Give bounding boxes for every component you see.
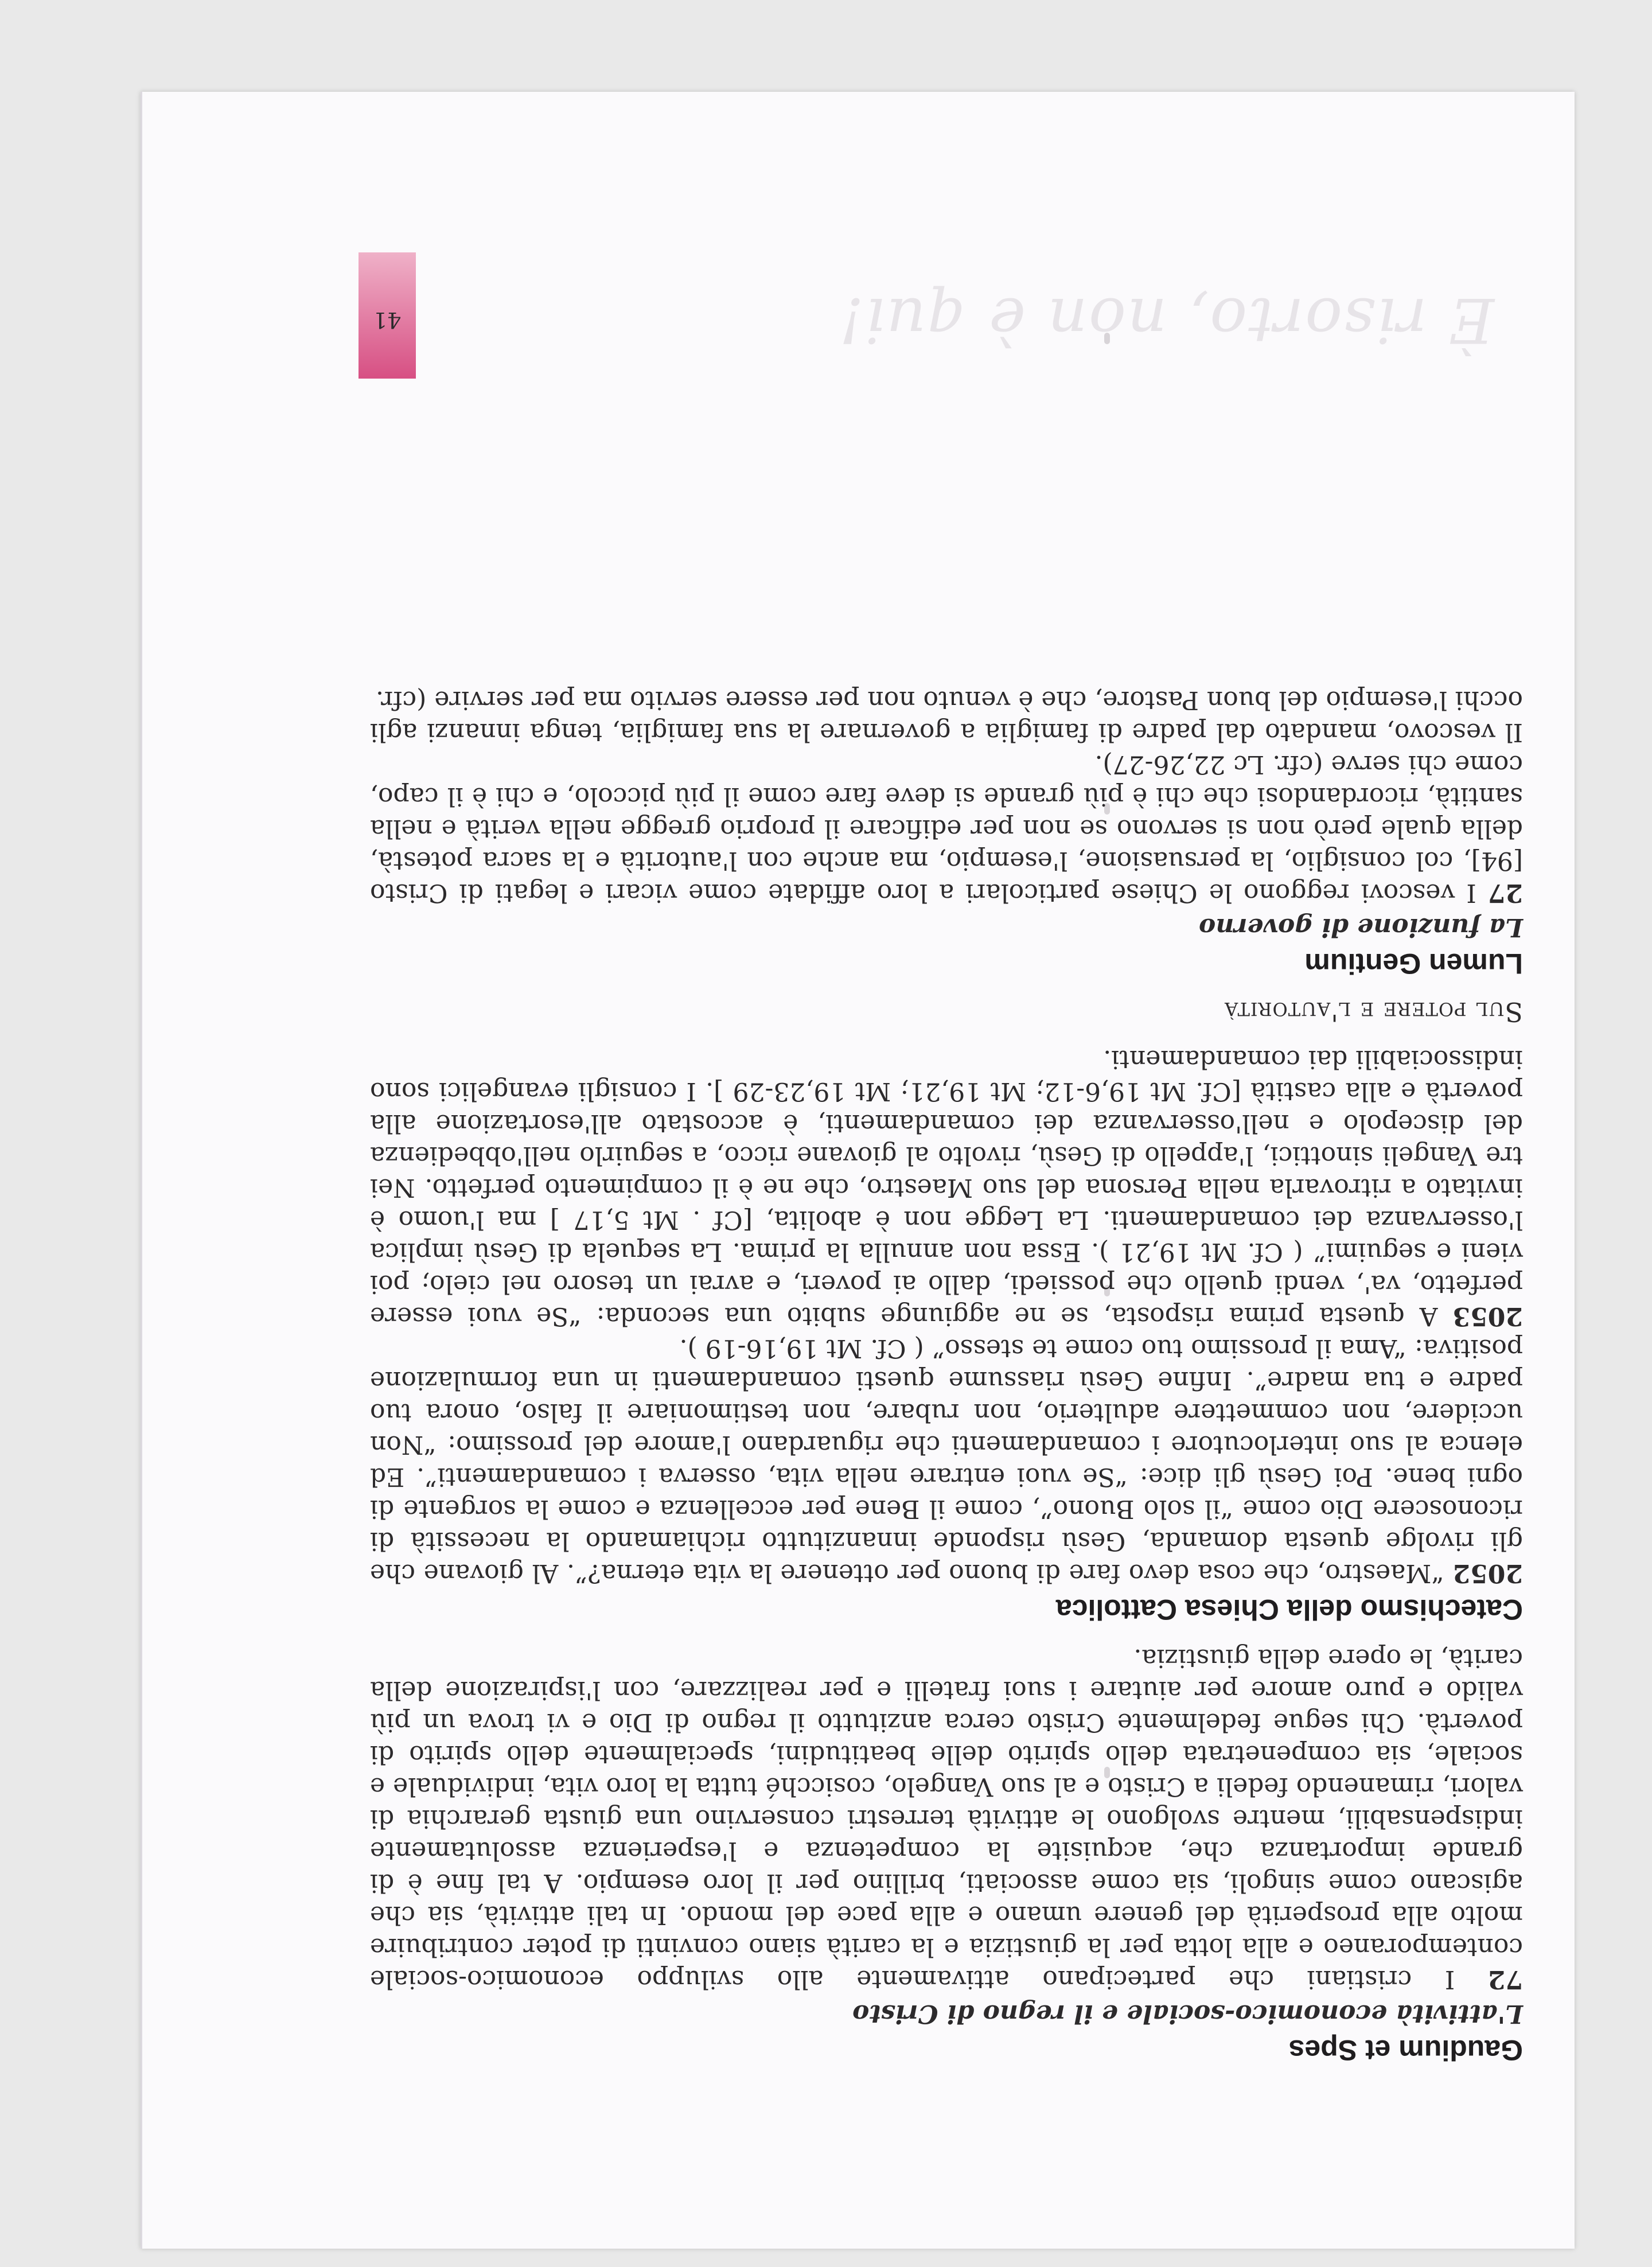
page-number: 41 <box>373 307 402 333</box>
paragraph-text: “Maestro, che cosa devo fare di buono per ottenere la vita eterna?”. Al giovane che gli rivolge questa domanda, Gesù risponde innanzitutto richiamando la necessità di riconoscere Dio come “il solo Buono”, come il Bene per eccellenza e come la sorgente di ogni bene. Poi Gesù gli dice: “Se vuoi entrare nella vita, osserva i comandamenti”. Ed elenca al suo interlocutore i comandamenti che riguardano l'amore del prossimo: “Non uccidere, non commettere adulterio, non rubare, non testimoniare il falso, onora tuo padre e tua madre”. Infine Gesù riassume questi comandamenti in una formulazione positiva: “Ama il prossimo tuo come te stesso” ( Cf. Mt 19,16-19 ). <box>370 1334 1523 1588</box>
section-heading: Lumen Gentium <box>1304 948 1523 980</box>
paragraph <box>370 1043 1523 1332</box>
page-body <box>370 684 1523 2082</box>
topic-heading: Sul potere e l'autorità <box>1224 996 1523 1027</box>
paragraph-number: 2052 <box>1452 1559 1523 1588</box>
paragraph-number: 2053 <box>1452 1302 1523 1331</box>
paragraph-text: Il vescovo, mandato dal padre di famiglia a governare la sua famiglia, tenga innanzi agli occhi l'esempio del buon Pastore, che è venuto non per essere servito ma per servire (cfr. <box>370 685 1523 747</box>
section-heading: Catechismo della Chiesa Cattolica <box>1055 1594 1523 1626</box>
paragraph-text: I vescovi reggono le Chiese particolari a loro affidate come vicari e legati di Cristo [94], col consiglio, la persuasione, l'esempio, ma anche con l'autorità e la sacra potestà, della quale però non si servono se non per edificare il proprio gregge nella verità e nella santità, ricordandosi che chi è più grande si deve fare come il più piccolo, e chi è il capo, come chi serve (cfr. Lc 22,26-27). <box>370 750 1523 907</box>
paragraph-number: 72 <box>1487 1965 1523 1994</box>
paragraph <box>370 1642 1523 1995</box>
page-footer <box>373 264 1494 379</box>
section-subheading: L'attività economico-sociale e il regno di Cristo <box>852 1999 1523 2028</box>
section-heading: Gaudium et Spes <box>1288 2034 1523 2066</box>
section-subheading: La funzione di governo <box>1198 913 1523 942</box>
paragraph <box>370 748 1523 909</box>
paragraph-text: A questa prima risposta, se ne aggiunge subito una seconda: “Se vuoi essere perfetto, va', vendi quello che possiedi, dallo ai poveri, e avrai un tesoro nel cielo; poi vieni e seguimi” ( Cf. Mt 19,21 ). Essa non annulla la prima. La sequela di Gesù implica l'osservanza dei comandamenti. La Legge non è abolita, [Cf . Mt 5,17 ] ma l'uomo è invitato a ritrovarla nella Persona del suo Maestro, che ne è il compimento perfetto. Nei tre Vangeli sinottici, l'appello di Gesù, rivolto al giovane ricco, a seguirlo nell'obbedienza del discepolo e nell'osservanza dei comandamenti, è accostato all'esortazione alla povertà e alla castità [Cf. Mt 19,6-12; Mt 19,21; Mt 19,23-29 ]. I consigli evangelici sono indissociabili dai comandamenti. <box>370 1045 1523 1331</box>
paragraph <box>370 1332 1523 1589</box>
rotated-page-content <box>141 92 1575 2249</box>
book-title: È risorto, non è qui! <box>838 284 1494 356</box>
scanned-page <box>141 92 1575 2249</box>
paragraph-text: I cristiani che partecipano attivamente allo sviluppo economico-sociale contemporaneo e alla lotta per la giustizia e la carità siano convinti di poter contribuire molto alla prosperità del genere umano e alla pace del mondo. In tali attività, sia che agiscano come singoli, sia come associati, brillino per il loro esempio. A tal fine è di grande importanza che, acquisite la competenza e l'esperienza assolutamente indispensabili, mentre svolgono le attività terrestri conservino una giusta gerarchia di valori, rimanendo fedeli a Cristo e al suo Vangelo, cosicché tutta la loro vita, individuale e sociale, sia compenetrata dello spirito delle beatitudini, specialmente dello spirito di povertà. Chi segue fedelmente Cristo cerca anzitutto il regno di Dio e vi trova un più valido e puro amore per aiutare i suoi fratelli e per realizzare, con l'ispirazione della carità, le opere della giustizia. <box>370 1643 1523 1994</box>
paragraph-number: 27 <box>1487 878 1523 907</box>
paragraph <box>370 684 1523 748</box>
